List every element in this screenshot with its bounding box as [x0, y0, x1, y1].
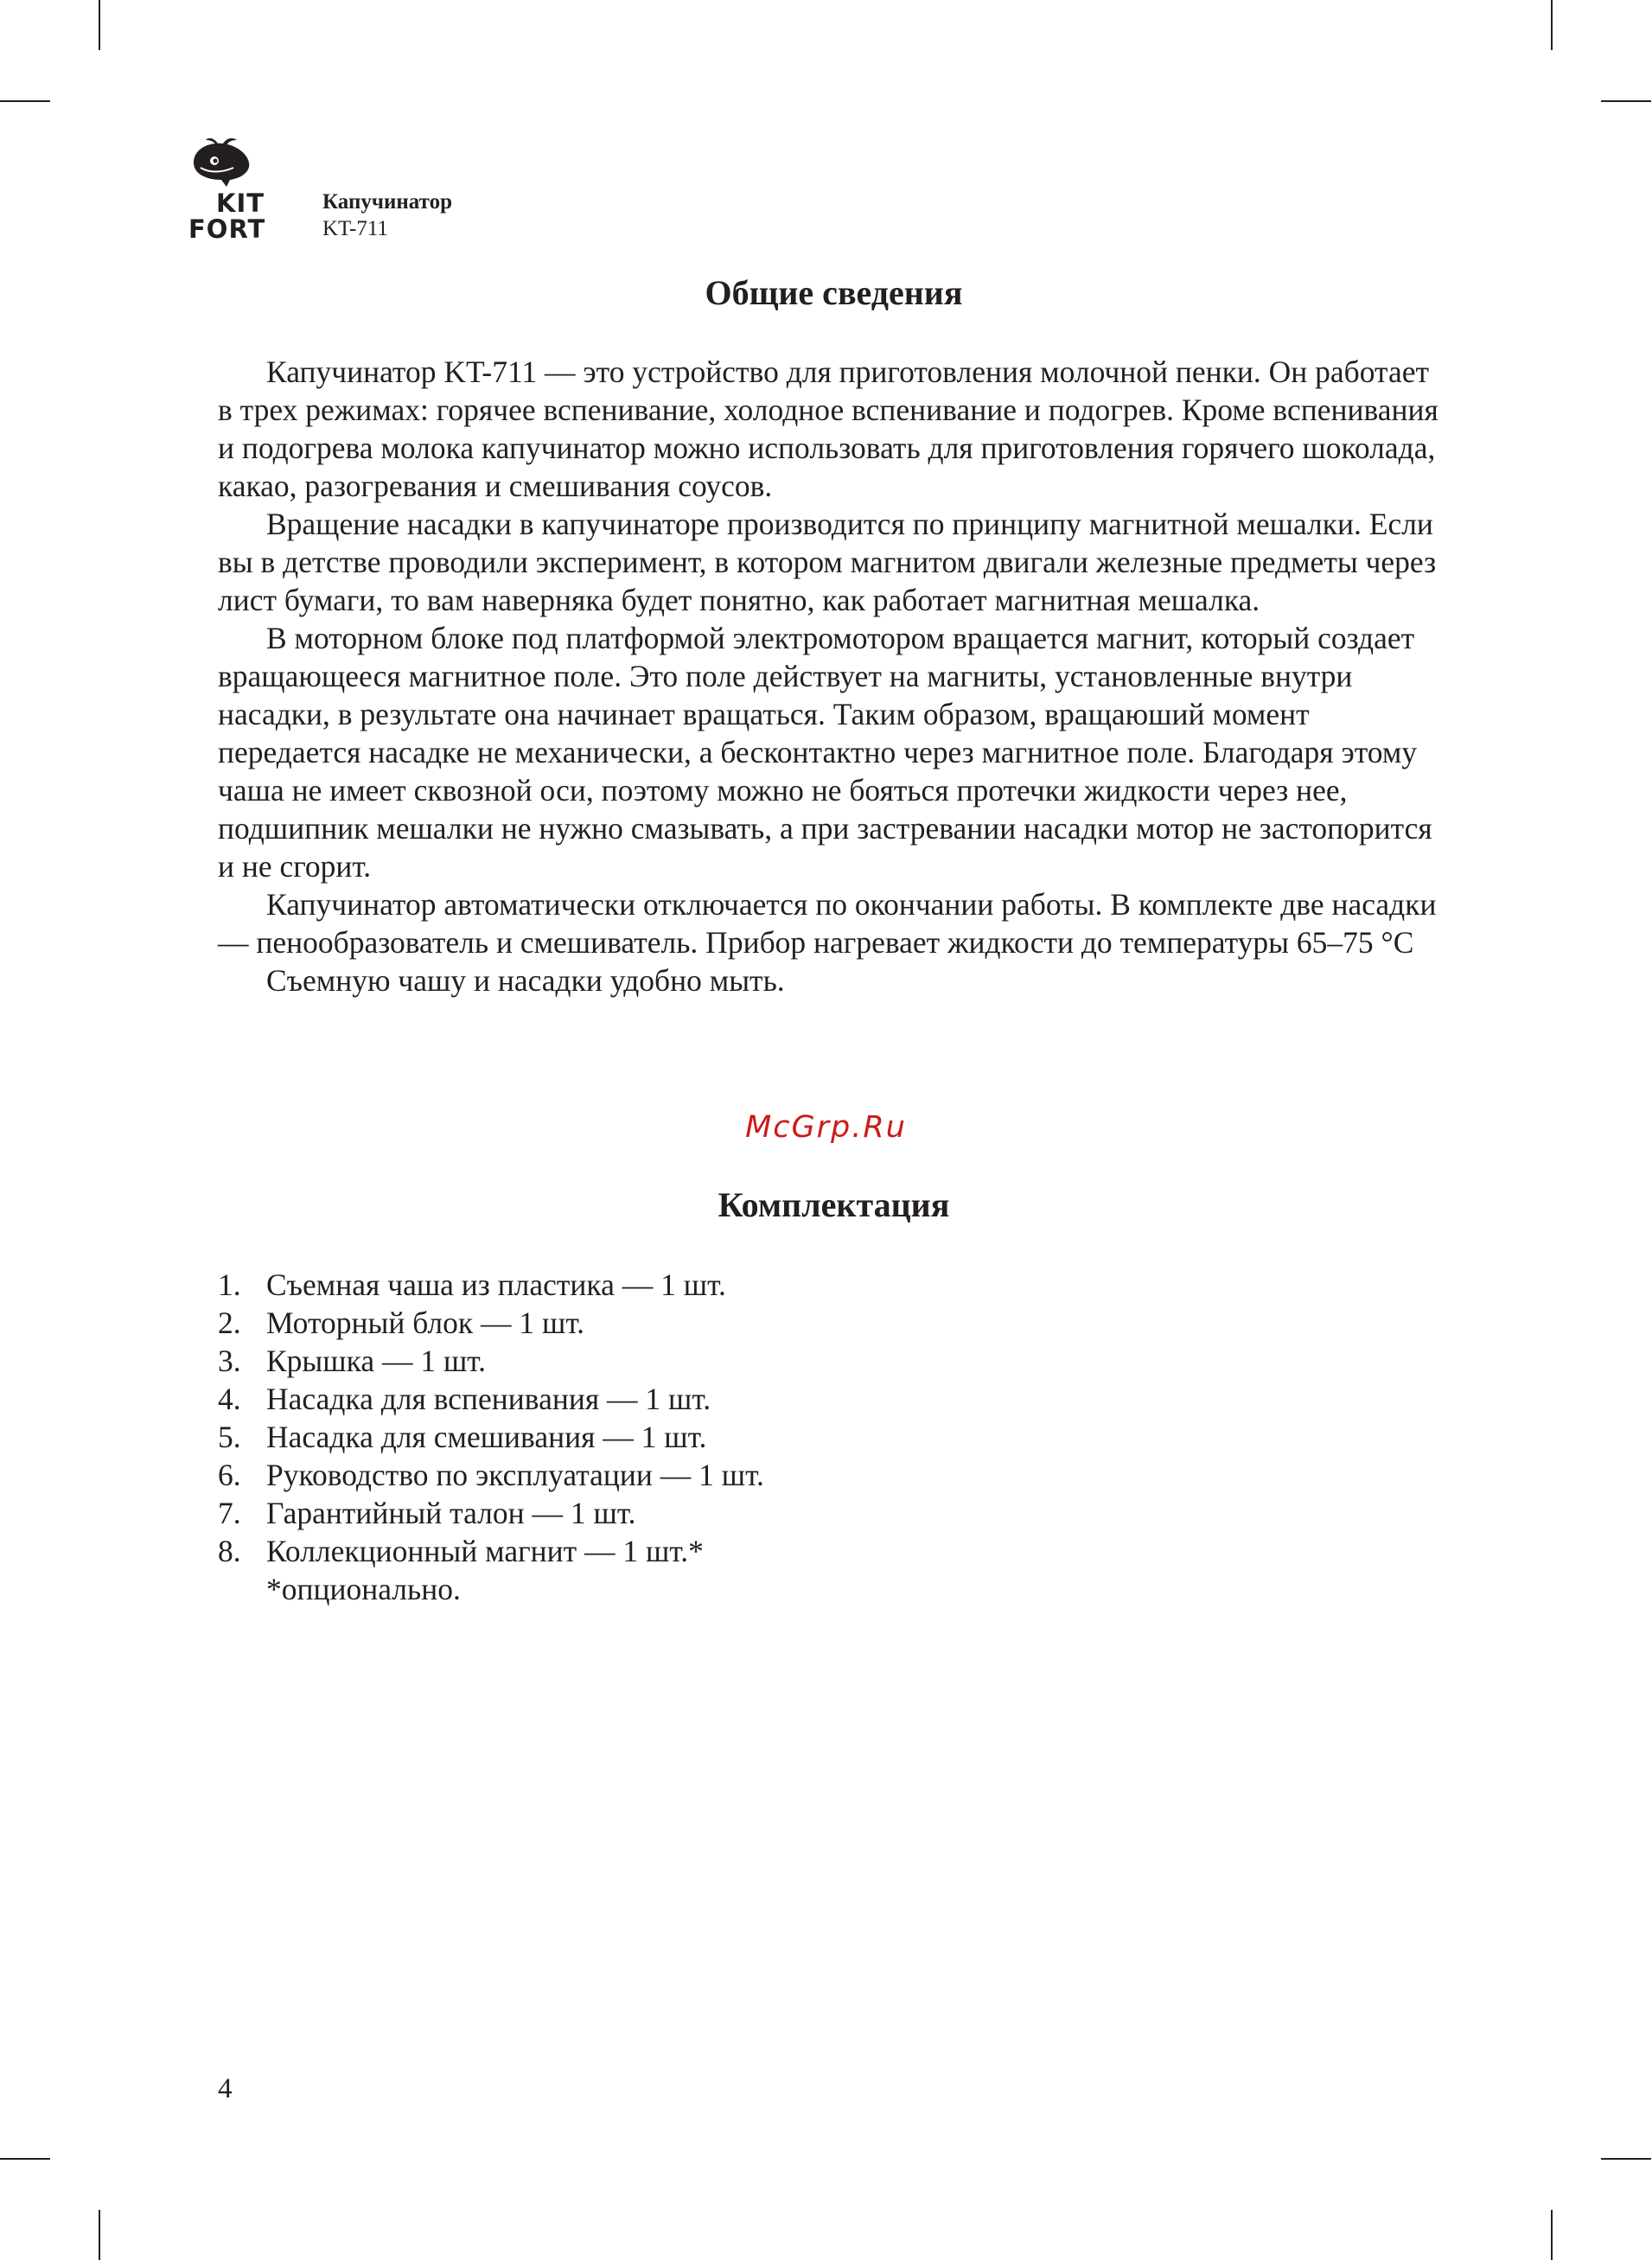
list-item-text: Насадка для вспенивания — 1 шт. [266, 1382, 711, 1416]
watermark: McGrp.Ru [745, 1110, 907, 1145]
list-item-number: 7. [218, 1496, 241, 1530]
kit-footnote: *опционально. [266, 1572, 461, 1606]
list-item-text: Моторный блок — 1 шт. [266, 1306, 585, 1340]
list-item [218, 1532, 764, 1570]
kit-list [218, 1266, 764, 1570]
whale-logo-icon [188, 137, 258, 188]
product-name: Капучинатор [322, 190, 452, 214]
list-item-text: Съемная чаша из пластика — 1 шт. [266, 1267, 726, 1302]
list-item-text: Насадка для смешивания — 1 шт. [266, 1420, 707, 1454]
crop-mark-right-bottom [1601, 2158, 1651, 2160]
list-item [218, 1380, 764, 1418]
list-item-number: 8. [218, 1534, 241, 1568]
list-item-number: 2. [218, 1306, 241, 1340]
kitfort-logo [188, 137, 301, 244]
crop-mark-left-top [0, 100, 50, 102]
section-title-kit: Комплектация [718, 1185, 950, 1224]
list-item [218, 1342, 764, 1380]
page-number: 4 [218, 2073, 233, 2104]
product-model: KT-711 [322, 217, 388, 240]
list-item-text: Руководство по эксплуатации — 1 шт. [266, 1458, 764, 1492]
logo-wordmark [188, 188, 266, 244]
paragraph-1: Капучинатор KT-711 — это устройство для приготовления молочной пенки. Он работает в трех режимах: горячее вспенивание, холодное вспенивание и подогрев. Кроме вспенивания и подогрева молока капучинатор можно использовать для приготовления горячего шоколада, какао, разогревания и смешивания соусов. [218, 354, 1438, 503]
paragraph-2: Вращение насадки в капучинаторе производится по принципу магнитной мешалки. Если вы в детстве проводили эксперимент, в котором магнитом двигали железные предметы через лист бумаги, то вам наверняка будет понятно, как работает магнитная мешалка. [218, 507, 1437, 617]
list-item [218, 1494, 764, 1532]
paragraph-5: Съемную чашу и насадки удобно мыть. [266, 963, 785, 998]
crop-mark-bottom-left [99, 2210, 100, 2260]
crop-mark-top-left [99, 0, 100, 50]
crop-mark-bottom-right [1551, 2210, 1553, 2260]
list-item-number: 1. [218, 1267, 241, 1302]
list-item-number: 4. [218, 1382, 241, 1416]
logo-line-1: KIT [216, 188, 265, 218]
list-item-number: 3. [218, 1344, 241, 1378]
crop-mark-top-right [1551, 0, 1553, 50]
list-item-text: Крышка — 1 шт. [266, 1344, 487, 1378]
list-item-number: 6. [218, 1458, 241, 1492]
list-item-number: 5. [218, 1420, 241, 1454]
paragraph-3: В моторном блоке под платформой электромотором вращается магнит, который создает вращающееся магнитное поле. Это поле действует на магниты, установленные внутри насадки, в результате она начинает вращаться. Таким образом, вращаюший момент передается насадке не механически, а бесконтактно через магнитное поле. Благодаря этому чаша не имеет сквозной оси, поэтому можно не бояться протечки жидкости через нее, подшипник мешалки не нужно смазывать, а при застревании насадки мотор не застопорится и не сгорит. [218, 621, 1432, 884]
crop-mark-left-bottom [0, 2158, 50, 2160]
paragraph-4: Капучинатор автоматически отключается по окончании работы. В комплекте две насадки — пенообразователь и смешиватель. Прибор нагревает жидкости до температуры 65–75 °С [218, 887, 1437, 960]
logo-line-2: FORT [188, 214, 266, 244]
list-item [218, 1418, 764, 1456]
list-item-text: Гарантийный талон — 1 шт. [266, 1496, 636, 1530]
list-item [218, 1266, 764, 1304]
section-title-general: Общие сведения [705, 273, 963, 312]
general-text [218, 353, 1445, 999]
list-item [218, 1304, 764, 1342]
list-item [218, 1456, 764, 1494]
crop-mark-right-top [1601, 100, 1651, 102]
product-header [322, 188, 452, 242]
list-item-text: Коллекционный магнит — 1 шт.* [266, 1534, 704, 1568]
